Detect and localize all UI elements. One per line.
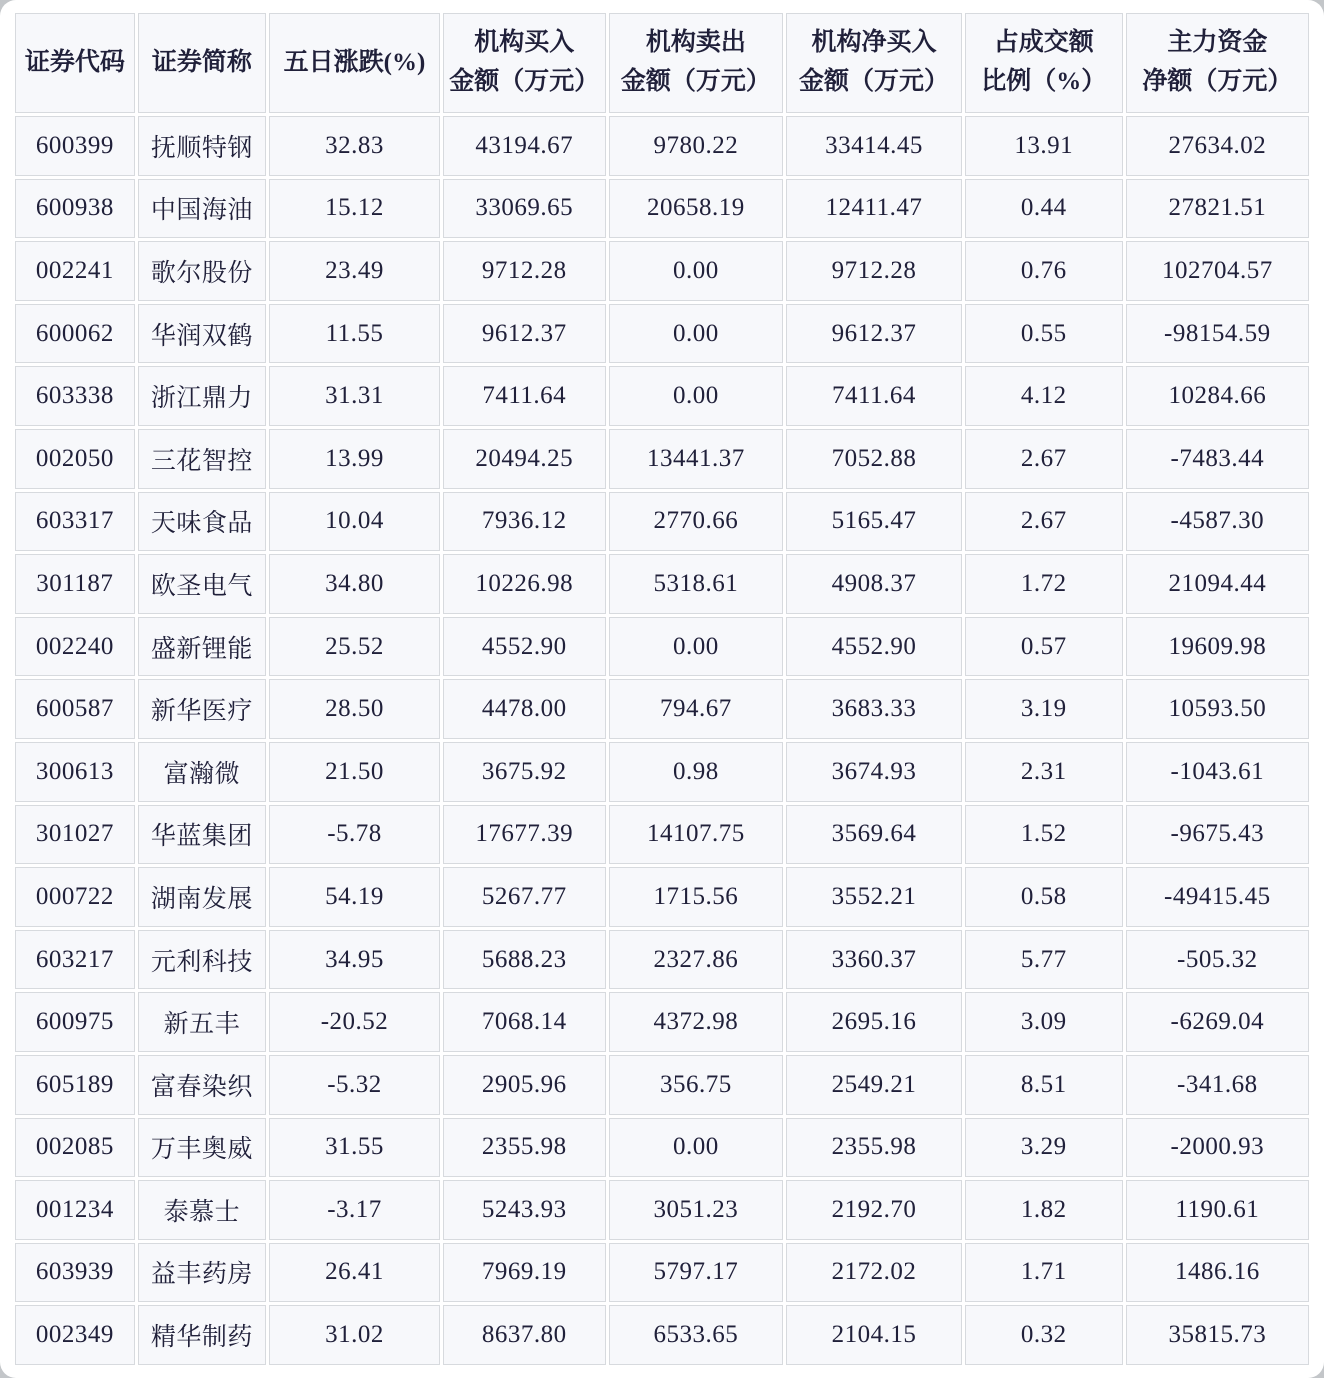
header-label-line: 证券代码 (24, 48, 125, 76)
cell-turnover-ratio: 0.58 (965, 867, 1123, 927)
cell-main-capital-net: 1190.61 (1126, 1180, 1309, 1240)
cell-five-day-change: -5.78 (269, 805, 440, 865)
cell-name: 中国海油 (138, 179, 267, 239)
cell-name: 三花智控 (138, 429, 267, 489)
cell-code: 605189 (15, 1055, 135, 1115)
cell-inst-buy: 7936.12 (443, 492, 606, 552)
header-label-line: 证券简称 (151, 48, 252, 76)
column-header-inst-buy (443, 13, 606, 113)
cell-inst-sell: 5318.61 (609, 554, 783, 614)
cell-inst-buy: 9612.37 (443, 304, 606, 364)
cell-inst-net-buy: 2695.16 (786, 992, 962, 1052)
cell-code: 301187 (15, 554, 135, 614)
cell-turnover-ratio: 1.52 (965, 805, 1123, 865)
cell-inst-sell: 0.98 (609, 742, 783, 802)
cell-main-capital-net: 27634.02 (1126, 116, 1309, 176)
cell-inst-sell: 0.00 (609, 617, 783, 677)
cell-five-day-change: 15.12 (269, 179, 440, 239)
table-row (15, 742, 1309, 802)
cell-inst-net-buy: 3360.37 (786, 930, 962, 990)
cell-inst-sell: 3051.23 (609, 1180, 783, 1240)
cell-inst-buy: 4552.90 (443, 617, 606, 677)
cell-main-capital-net: 35815.73 (1126, 1305, 1309, 1365)
table-row (15, 429, 1309, 489)
cell-name: 盛新锂能 (138, 617, 267, 677)
cell-main-capital-net: -49415.45 (1126, 867, 1309, 927)
cell-inst-net-buy: 2192.70 (786, 1180, 962, 1240)
column-header-turnover-ratio (965, 13, 1123, 113)
cell-five-day-change: -20.52 (269, 992, 440, 1052)
cell-inst-net-buy: 33414.45 (786, 116, 962, 176)
cell-name: 益丰药房 (138, 1243, 267, 1303)
cell-code: 000722 (15, 867, 135, 927)
cell-main-capital-net: 102704.57 (1126, 241, 1309, 301)
cell-inst-sell: 2770.66 (609, 492, 783, 552)
cell-turnover-ratio: 0.32 (965, 1305, 1123, 1365)
cell-name: 富瀚微 (138, 742, 267, 802)
cell-five-day-change: 34.80 (269, 554, 440, 614)
table-row (15, 116, 1309, 176)
cell-inst-sell: 0.00 (609, 304, 783, 364)
cell-inst-buy: 7411.64 (443, 366, 606, 426)
cell-inst-buy: 5688.23 (443, 930, 606, 990)
cell-code: 603217 (15, 930, 135, 990)
table-row (15, 1055, 1309, 1115)
table-row (15, 492, 1309, 552)
cell-turnover-ratio: 13.91 (965, 116, 1123, 176)
cell-five-day-change: 10.04 (269, 492, 440, 552)
table-row (15, 805, 1309, 865)
cell-code: 600062 (15, 304, 135, 364)
cell-code: 002240 (15, 617, 135, 677)
cell-five-day-change: 31.02 (269, 1305, 440, 1365)
cell-five-day-change: 31.31 (269, 366, 440, 426)
cell-name: 精华制药 (138, 1305, 267, 1365)
cell-inst-net-buy: 2355.98 (786, 1118, 962, 1178)
cell-turnover-ratio: 2.67 (965, 492, 1123, 552)
cell-five-day-change: 34.95 (269, 930, 440, 990)
cell-code: 300613 (15, 742, 135, 802)
cell-inst-net-buy: 2549.21 (786, 1055, 962, 1115)
table-row (15, 366, 1309, 426)
cell-inst-buy: 5243.93 (443, 1180, 606, 1240)
cell-turnover-ratio: 0.44 (965, 179, 1123, 239)
column-header-inst-net-buy (786, 13, 962, 113)
cell-code: 600399 (15, 116, 135, 176)
cell-inst-buy: 7068.14 (443, 992, 606, 1052)
header-row (15, 13, 1309, 113)
cell-inst-sell: 794.67 (609, 679, 783, 739)
header-label-line: 机构买入 (474, 29, 575, 57)
cell-inst-net-buy: 7052.88 (786, 429, 962, 489)
cell-five-day-change: 21.50 (269, 742, 440, 802)
table-row (15, 241, 1309, 301)
cell-inst-buy: 33069.65 (443, 179, 606, 239)
cell-inst-net-buy: 9612.37 (786, 304, 962, 364)
cell-inst-net-buy: 7411.64 (786, 366, 962, 426)
cell-code: 001234 (15, 1180, 135, 1240)
cell-turnover-ratio: 3.09 (965, 992, 1123, 1052)
cell-name: 浙江鼎力 (138, 366, 267, 426)
header-label-line: 金额（万元） (798, 68, 949, 95)
cell-five-day-change: 32.83 (269, 116, 440, 176)
table-row (15, 304, 1309, 364)
table-row (15, 930, 1309, 990)
cell-main-capital-net: 19609.98 (1126, 617, 1309, 677)
column-header-five-day-change (269, 13, 440, 113)
cell-turnover-ratio: 3.19 (965, 679, 1123, 739)
cell-five-day-change: 11.55 (269, 304, 440, 364)
cell-code: 600975 (15, 992, 135, 1052)
cell-five-day-change: -5.32 (269, 1055, 440, 1115)
cell-inst-net-buy: 3569.64 (786, 805, 962, 865)
cell-turnover-ratio: 3.29 (965, 1118, 1123, 1178)
cell-turnover-ratio: 1.71 (965, 1243, 1123, 1303)
cell-main-capital-net: -1043.61 (1126, 742, 1309, 802)
cell-turnover-ratio: 0.57 (965, 617, 1123, 677)
cell-inst-sell: 0.00 (609, 1118, 783, 1178)
cell-name: 富春染织 (138, 1055, 267, 1115)
cell-inst-sell: 13441.37 (609, 429, 783, 489)
cell-inst-net-buy: 4908.37 (786, 554, 962, 614)
table-row (15, 554, 1309, 614)
cell-five-day-change: 13.99 (269, 429, 440, 489)
header-label-line: 主力资金 (1167, 29, 1268, 57)
cell-five-day-change: 31.55 (269, 1118, 440, 1178)
cell-turnover-ratio: 2.31 (965, 742, 1123, 802)
header-label-line: 比例（%） (981, 68, 1107, 95)
cell-inst-buy: 20494.25 (443, 429, 606, 489)
cell-code: 002349 (15, 1305, 135, 1365)
cell-code: 600587 (15, 679, 135, 739)
table-row (15, 1180, 1309, 1240)
cell-name: 新华医疗 (138, 679, 267, 739)
cell-inst-sell: 0.00 (609, 366, 783, 426)
cell-main-capital-net: 21094.44 (1126, 554, 1309, 614)
cell-turnover-ratio: 4.12 (965, 366, 1123, 426)
cell-five-day-change: 54.19 (269, 867, 440, 927)
cell-name: 泰慕士 (138, 1180, 267, 1240)
cell-inst-sell: 9780.22 (609, 116, 783, 176)
institution-trading-table (12, 10, 1312, 1368)
table-row (15, 179, 1309, 239)
cell-code: 301027 (15, 805, 135, 865)
cell-inst-sell: 1715.56 (609, 867, 783, 927)
cell-main-capital-net: -4587.30 (1126, 492, 1309, 552)
table-row (15, 679, 1309, 739)
cell-inst-sell: 356.75 (609, 1055, 783, 1115)
cell-five-day-change: 25.52 (269, 617, 440, 677)
cell-inst-buy: 5267.77 (443, 867, 606, 927)
cell-inst-buy: 4478.00 (443, 679, 606, 739)
cell-five-day-change: -3.17 (269, 1180, 440, 1240)
cell-five-day-change: 26.41 (269, 1243, 440, 1303)
cell-turnover-ratio: 5.77 (965, 930, 1123, 990)
cell-main-capital-net: 10593.50 (1126, 679, 1309, 739)
cell-inst-sell: 0.00 (609, 241, 783, 301)
cell-main-capital-net: 10284.66 (1126, 366, 1309, 426)
cell-code: 002241 (15, 241, 135, 301)
cell-name: 湖南发展 (138, 867, 267, 927)
cell-inst-sell: 2327.86 (609, 930, 783, 990)
cell-inst-buy: 2905.96 (443, 1055, 606, 1115)
cell-inst-net-buy: 3552.21 (786, 867, 962, 927)
cell-main-capital-net: -9675.43 (1126, 805, 1309, 865)
cell-inst-buy: 7969.19 (443, 1243, 606, 1303)
cell-inst-net-buy: 9712.28 (786, 241, 962, 301)
table-header (15, 13, 1309, 113)
header-label-line: 净额（万元） (1142, 68, 1293, 95)
cell-code: 603317 (15, 492, 135, 552)
cell-five-day-change: 23.49 (269, 241, 440, 301)
cell-name: 抚顺特钢 (138, 116, 267, 176)
cell-main-capital-net: -6269.04 (1126, 992, 1309, 1052)
cell-code: 603338 (15, 366, 135, 426)
cell-name: 歌尔股份 (138, 241, 267, 301)
cell-main-capital-net: -2000.93 (1126, 1118, 1309, 1178)
header-label-line: 机构净买入 (811, 29, 937, 57)
cell-inst-sell: 4372.98 (609, 992, 783, 1052)
header-label-line: 占成交额 (993, 29, 1094, 57)
column-header-inst-sell (609, 13, 783, 113)
column-header-main-capital-net (1126, 13, 1309, 113)
table-row (15, 992, 1309, 1052)
cell-turnover-ratio: 0.76 (965, 241, 1123, 301)
cell-inst-sell: 20658.19 (609, 179, 783, 239)
cell-turnover-ratio: 8.51 (965, 1055, 1123, 1115)
cell-name: 华蓝集团 (138, 805, 267, 865)
table-row (15, 617, 1309, 677)
cell-inst-sell: 6533.65 (609, 1305, 783, 1365)
cell-main-capital-net: -341.68 (1126, 1055, 1309, 1115)
cell-inst-net-buy: 12411.47 (786, 179, 962, 239)
cell-turnover-ratio: 0.55 (965, 304, 1123, 364)
cell-name: 元利科技 (138, 930, 267, 990)
column-header-code (15, 13, 135, 113)
cell-turnover-ratio: 1.82 (965, 1180, 1123, 1240)
cell-inst-net-buy: 2172.02 (786, 1243, 962, 1303)
cell-name: 新五丰 (138, 992, 267, 1052)
cell-name: 华润双鹤 (138, 304, 267, 364)
cell-inst-sell: 14107.75 (609, 805, 783, 865)
cell-inst-buy: 10226.98 (443, 554, 606, 614)
cell-main-capital-net: 27821.51 (1126, 179, 1309, 239)
cell-inst-buy: 3675.92 (443, 742, 606, 802)
cell-name: 欧圣电气 (138, 554, 267, 614)
cell-inst-buy: 8637.80 (443, 1305, 606, 1365)
cell-code: 002050 (15, 429, 135, 489)
cell-turnover-ratio: 1.72 (965, 554, 1123, 614)
table-row (15, 867, 1309, 927)
header-label-line: 机构卖出 (645, 29, 746, 57)
cell-main-capital-net: -98154.59 (1126, 304, 1309, 364)
cell-inst-net-buy: 3674.93 (786, 742, 962, 802)
cell-five-day-change: 28.50 (269, 679, 440, 739)
column-header-name (138, 13, 267, 113)
cell-inst-net-buy: 4552.90 (786, 617, 962, 677)
cell-inst-buy: 2355.98 (443, 1118, 606, 1178)
cell-inst-sell: 5797.17 (609, 1243, 783, 1303)
cell-main-capital-net: -7483.44 (1126, 429, 1309, 489)
cell-name: 万丰奥威 (138, 1118, 267, 1178)
cell-code: 002085 (15, 1118, 135, 1178)
cell-inst-buy: 9712.28 (443, 241, 606, 301)
cell-inst-buy: 17677.39 (443, 805, 606, 865)
cell-inst-net-buy: 2104.15 (786, 1305, 962, 1365)
cell-code: 603939 (15, 1243, 135, 1303)
cell-code: 600938 (15, 179, 135, 239)
header-label-line: 金额（万元） (620, 68, 771, 95)
header-label-line: 金额（万元） (449, 68, 600, 95)
header-label-line: 五日涨跌(%) (283, 48, 426, 76)
table-body (15, 116, 1309, 1365)
cell-inst-buy: 43194.67 (443, 116, 606, 176)
table-row (15, 1118, 1309, 1178)
cell-main-capital-net: 1486.16 (1126, 1243, 1309, 1303)
table-row (15, 1305, 1309, 1365)
cell-name: 天味食品 (138, 492, 267, 552)
cell-main-capital-net: -505.32 (1126, 930, 1309, 990)
cell-inst-net-buy: 5165.47 (786, 492, 962, 552)
table-row (15, 1243, 1309, 1303)
cell-inst-net-buy: 3683.33 (786, 679, 962, 739)
cell-turnover-ratio: 2.67 (965, 429, 1123, 489)
